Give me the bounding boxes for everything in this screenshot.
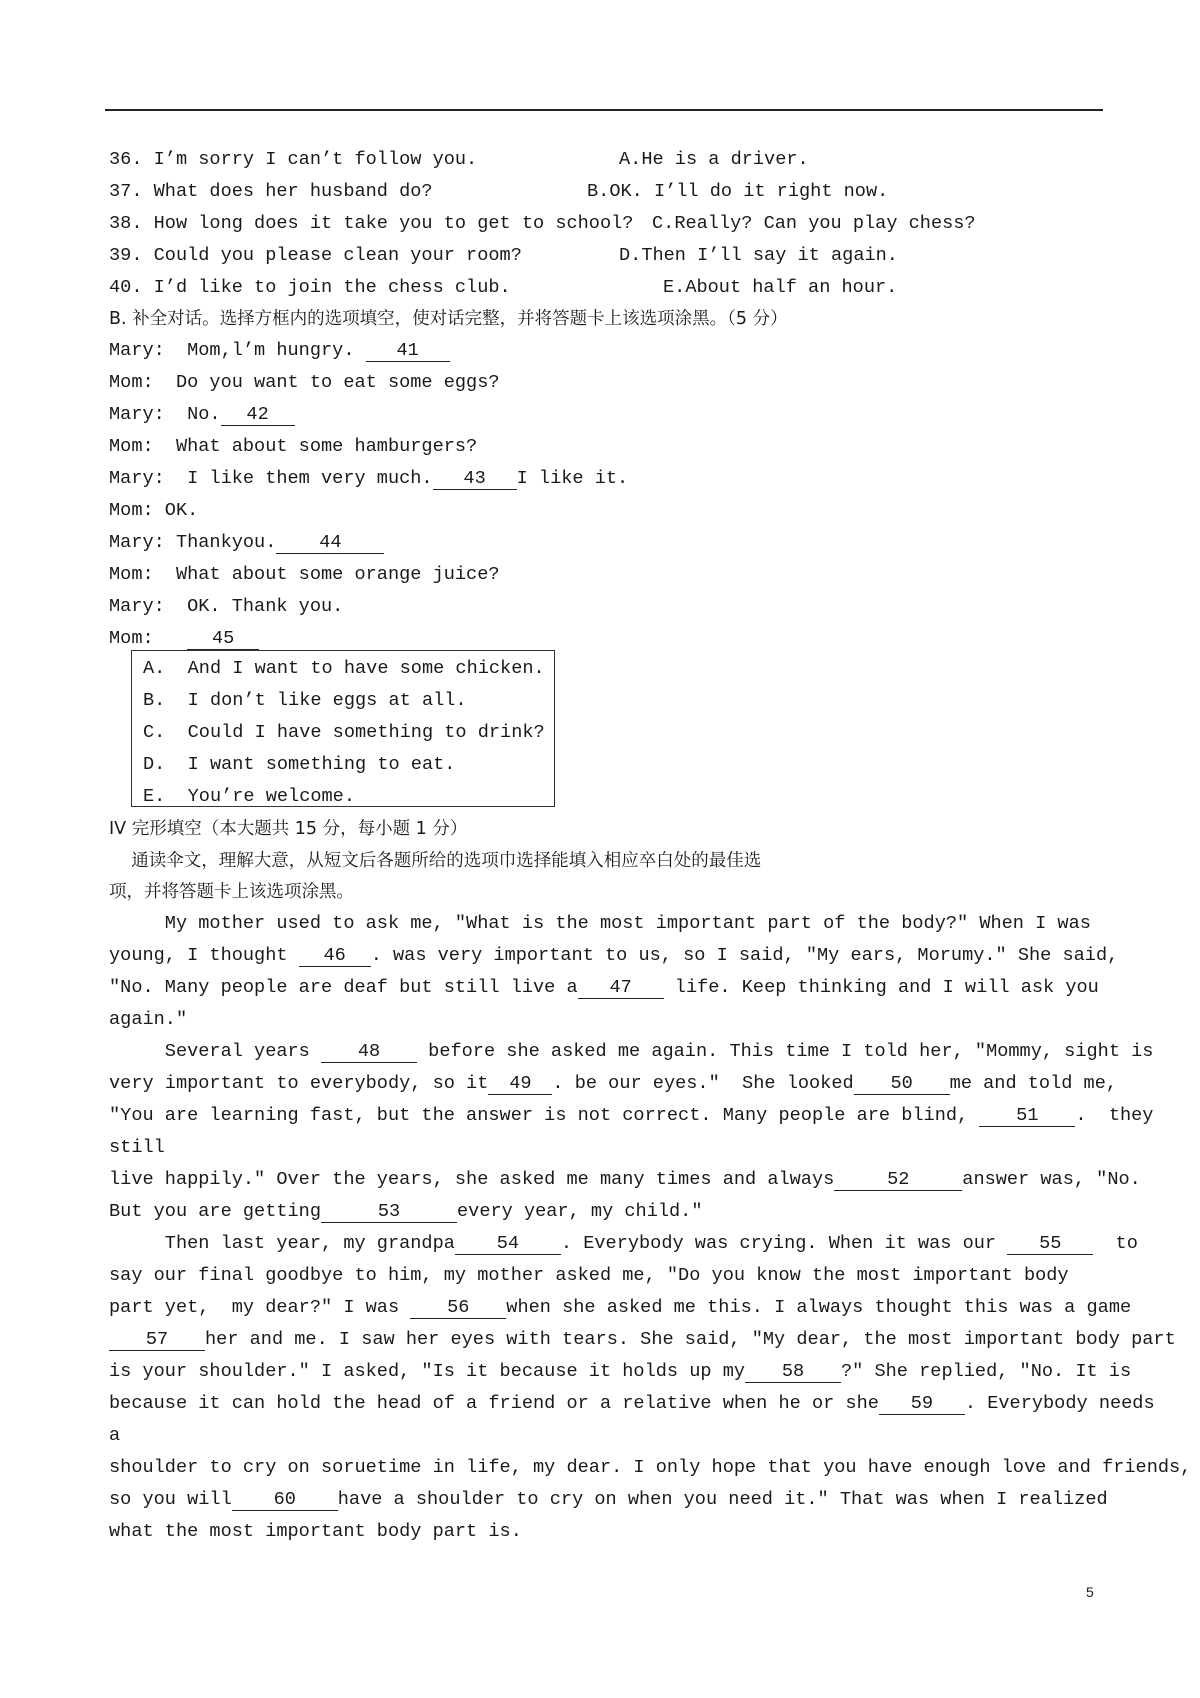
blank-59[interactable]: 59 xyxy=(879,1394,965,1415)
passage-line-2: young, I thought 46 . was very important to us, so I said, ″My ears, Morumy.″ She said, xyxy=(109,945,1119,966)
passage-line-3: ″No. Many people are deaf but still live a 47 life. Keep thinking and I will ask you xyxy=(109,977,1099,998)
section-iv-heading: IV 完形填空（本大题共 15 分，每小题 1 分） xyxy=(109,819,468,839)
answer-option-c: C.Really? Can you play chess? xyxy=(652,213,976,234)
option-c: C. Could I have something to drink? xyxy=(143,722,545,743)
blank-43[interactable]: 43 xyxy=(433,469,517,490)
passage-line-5: Several years 48 before she asked me again. This time I told her, ″Mommy, sight is xyxy=(109,1041,1154,1062)
passage-line-15: is your shoulder.″ I asked, ″Is it because it holds up my 58 ?″ She replied, ″No. It is xyxy=(109,1361,1132,1382)
dialog-line-5: Mary: I like them very much. 43 I like it. xyxy=(109,468,629,489)
page-number: 5 xyxy=(1086,1584,1094,1600)
passage-line-16: because it can hold the head of a friend or a relative when he or she 59 . Everybody needs xyxy=(109,1393,1155,1414)
dialog-line-4: Mom: What about some hamburgers? xyxy=(109,436,478,457)
passage-line-1: My mother used to ask me, ″What is the most important part of the body?″ When I was xyxy=(109,913,1091,934)
blank-42[interactable]: 42 xyxy=(221,405,295,426)
passage-line-7: ″You are learning fast, but the answer is not correct. Many people are blind, 51 . they xyxy=(109,1105,1154,1126)
blank-48[interactable]: 48 xyxy=(321,1042,417,1063)
blank-45[interactable]: 45 xyxy=(187,629,259,650)
dialog-line-8: Mom: What about some orange juice? xyxy=(109,564,500,585)
blank-41[interactable]: 41 xyxy=(366,341,450,362)
passage-line-11: Then last year, my grandpa 54 . Everybody was crying. When it was our 55 to xyxy=(109,1233,1138,1254)
passage-line-14: 57 her and me. I saw her eyes with tears. She said, ″My dear, the most important body part xyxy=(109,1328,1176,1352)
dialog-line-1: Mary: Mom,l’m hungry. 41 xyxy=(109,339,450,363)
dialog-line-6: Mom: OK. xyxy=(109,500,199,521)
dialog-line-10: Mom: 45 xyxy=(109,627,259,651)
passage-line-19: so you will 60 have a shoulder to cry on when you need it.″ That was when I realized xyxy=(109,1489,1108,1510)
blank-56[interactable]: 56 xyxy=(410,1298,506,1319)
blank-51[interactable]: 51 xyxy=(979,1106,1075,1127)
question-39: 39. Could you please clean your room? xyxy=(109,245,522,266)
passage-line-9: live happily.″ Over the years, she asked me many times and always 52 answer was, ″No. xyxy=(109,1169,1141,1190)
blank-52[interactable]: 52 xyxy=(834,1170,962,1191)
section-b-heading: B. 补全对话。选择方框内的选项填空，使对话完整，并将答题卡上该选项涂黑。（5 分） xyxy=(109,309,788,329)
header-rule xyxy=(105,109,1103,111)
blank-55[interactable]: 55 xyxy=(1007,1234,1093,1255)
passage-line-10: But you are getting 53 every year, my child.″ xyxy=(109,1201,703,1222)
section-iv-instructions-2: 项，并将答题卡上该选项涂黑。 xyxy=(109,882,354,902)
dialog-line-7: Mary: Thankyou. 44 xyxy=(109,531,384,555)
passage-line-20: what the most important body part is. xyxy=(109,1521,522,1542)
passage-line-4: again.″ xyxy=(109,1009,188,1030)
blank-44[interactable]: 44 xyxy=(276,533,384,554)
blank-58[interactable]: 58 xyxy=(745,1362,841,1383)
question-36: 36. I’m sorry I can’t follow you. xyxy=(109,149,478,170)
dialog-line-3: Mary: No. 42 xyxy=(109,403,295,427)
dialog-line-9: Mary: OK. Thank you. xyxy=(109,596,344,617)
answer-option-e: E.About half an hour. xyxy=(663,277,898,298)
passage-line-17: a xyxy=(109,1425,121,1446)
option-a: A. And I want to have some chicken. xyxy=(143,658,545,679)
blank-49[interactable]: 49 xyxy=(488,1074,552,1095)
passage-line-18: shoulder to cry on soruetime in life, my dear. I only hope that you have enough love and friends, xyxy=(109,1457,1192,1478)
blank-57[interactable]: 57 xyxy=(109,1330,205,1351)
blank-53[interactable]: 53 xyxy=(321,1202,457,1223)
blank-60[interactable]: 60 xyxy=(232,1490,338,1511)
blank-50[interactable]: 50 xyxy=(854,1074,950,1095)
passage-line-13: part yet, my dear?″ I was 56 when she asked me this. I always thought this was a game xyxy=(109,1297,1132,1318)
answer-option-a: A.He is a driver. xyxy=(619,149,809,170)
answer-option-b: B.OK. I’ll do it right now. xyxy=(587,181,889,202)
option-e: E. You’re welcome. xyxy=(143,786,356,807)
question-37: 37. What does her husband do? xyxy=(109,181,433,202)
passage-line-8: still xyxy=(109,1137,165,1158)
option-b: B. I don’t like eggs at all. xyxy=(143,690,467,711)
blank-54[interactable]: 54 xyxy=(455,1234,561,1255)
options-box xyxy=(131,650,555,807)
question-40: 40. I’d like to join the chess club. xyxy=(109,277,511,298)
question-38: 38. How long does it take you to get to school? xyxy=(109,213,634,234)
option-d: D. I want something to eat. xyxy=(143,754,456,775)
blank-46[interactable]: 46 xyxy=(299,946,371,967)
section-iv-instructions-1: 通读伞文，理解大意，从短文后各题所给的选项巾选择能填入相应卒白处的最佳选 xyxy=(109,851,762,871)
passage-line-6: very important to everybody, so it 49 . be our eyes.″ She looked 50 me and told me, xyxy=(109,1073,1118,1094)
blank-47[interactable]: 47 xyxy=(578,978,664,999)
dialog-line-2: Mom: Do you want to eat some eggs? xyxy=(109,372,500,393)
passage-line-12: say our final goodbye to him, my mother asked me, ″Do you know the most important body xyxy=(109,1265,1069,1286)
answer-option-d: D.Then I’ll say it again. xyxy=(619,245,898,266)
